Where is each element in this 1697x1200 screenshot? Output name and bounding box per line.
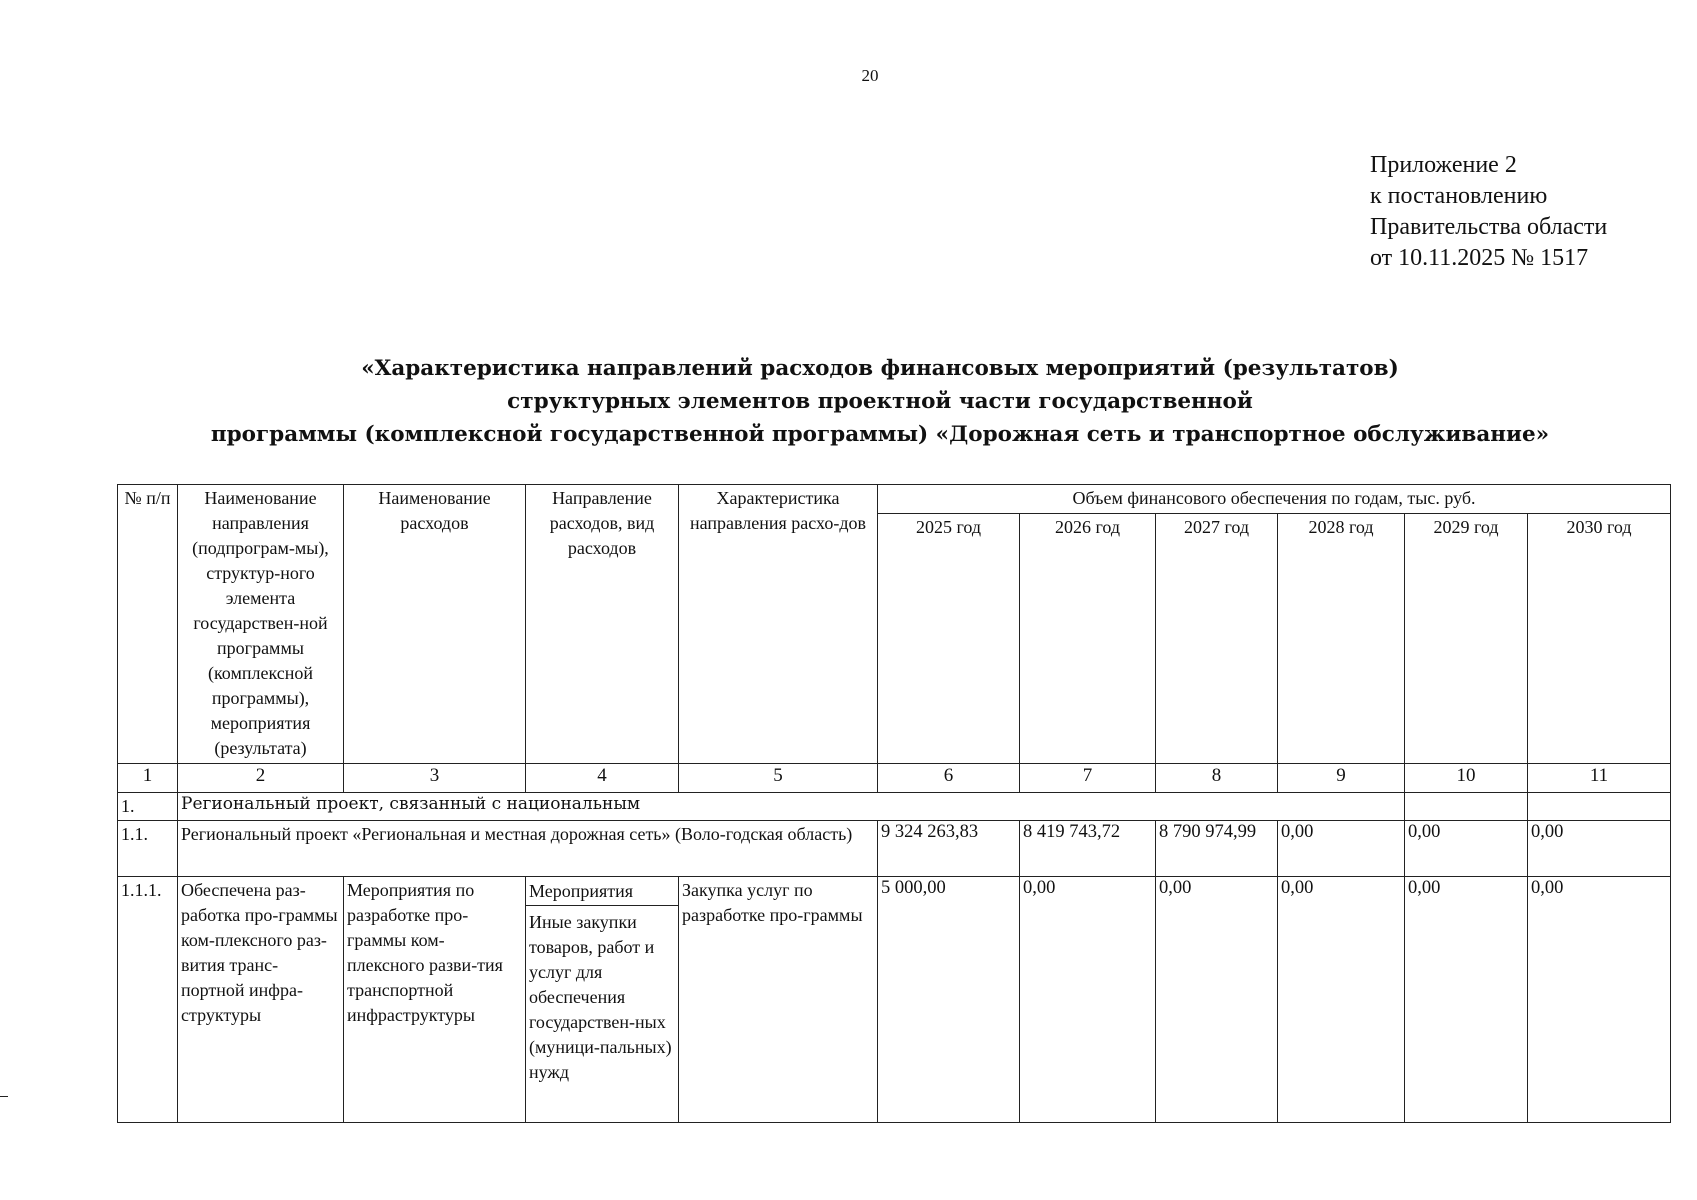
appendix-note (1370, 150, 1607, 274)
value-cell: 0,00 (1156, 877, 1278, 1123)
value-cell: 8 790 974,99 (1156, 821, 1278, 877)
value-cell: 0,00 (1405, 877, 1528, 1123)
value-cell: 0,00 (1278, 877, 1405, 1123)
section-row (118, 793, 1671, 821)
value-cell: 5 000,00 (878, 877, 1020, 1123)
title-line: структурных элементов проектной части государственной (507, 389, 1253, 414)
activity-num: 1.1.1. (118, 877, 178, 1123)
activity-characteristic: Закупка услуг по разработке про-граммы (679, 877, 878, 1123)
column-number: 2 (178, 764, 344, 793)
empty-cell (1528, 793, 1671, 821)
document-title (0, 352, 1697, 451)
column-number: 5 (679, 764, 878, 793)
header-year: 2025 год (878, 514, 1020, 764)
appendix-line: Приложение 2 (1370, 152, 1517, 178)
header-year: 2028 год (1278, 514, 1405, 764)
appendix-line: Правительства области (1370, 214, 1608, 240)
header-row (118, 485, 1671, 514)
column-number: 10 (1405, 764, 1528, 793)
column-number: 11 (1528, 764, 1671, 793)
column-number: 7 (1020, 764, 1156, 793)
header-expense-direction: Направление расходов, вид расходов (526, 485, 679, 764)
activity-direction: Мероприятия (526, 877, 678, 906)
activity-expense-name: Мероприятия по разработке про-граммы ком-плексного разви-тия транспортной инфраструктуры (344, 877, 526, 1123)
margin-mark (0, 1096, 8, 1097)
value-cell: 0,00 (1405, 821, 1528, 877)
value-cell: 0,00 (1528, 877, 1671, 1123)
column-number: 9 (1278, 764, 1405, 793)
project-num: 1.1. (118, 821, 178, 877)
column-number: 1 (118, 764, 178, 793)
section-title: Региональный проект, связанный с национальным (178, 793, 1405, 821)
header-num: № п/п (118, 485, 178, 764)
section-num: 1. (118, 793, 178, 821)
empty-cell (1405, 793, 1528, 821)
activity-expense-type: Иные закупки товаров, работ и услуг для обеспечения государствен-ных (муници-пальных) нужд (529, 912, 672, 1082)
header-funding: Объем финансового обеспечения по годам, тыс. руб. (878, 485, 1671, 514)
header-expense-name: Наименование расходов (344, 485, 526, 764)
header-year: 2027 год (1156, 514, 1278, 764)
expenses-table (117, 484, 1671, 1123)
project-row (118, 821, 1671, 877)
value-cell: 0,00 (1020, 877, 1156, 1123)
column-number: 6 (878, 764, 1020, 793)
activity-result: Обеспечена раз-работка про-граммы ком-плексного раз-вития транс-портной инфра-структуры (178, 877, 344, 1123)
appendix-line: к постановлению (1370, 183, 1548, 209)
appendix-date-line: от 10.11.2025 № 1517 (1370, 245, 1589, 271)
title-line: программы (комплексной государственной программы) «Дорожная сеть и транспортное обслуживание» (210, 422, 1550, 447)
header-direction-name: Наименование направления (подпрограм-мы), структур-ного элемента государствен-ной программы (комплексной программы), мероприятия (результата) (178, 485, 344, 764)
column-numbers-row (118, 764, 1671, 793)
value-cell: 8 419 743,72 (1020, 821, 1156, 877)
header-year: 2026 год (1020, 514, 1156, 764)
value-cell: 0,00 (1528, 821, 1671, 877)
column-number: 4 (526, 764, 679, 793)
header-year: 2029 год (1405, 514, 1528, 764)
value-cell: 0,00 (1278, 821, 1405, 877)
page-number: 20 (861, 66, 879, 85)
activity-direction-cell (526, 877, 679, 1123)
value-cell: 9 324 263,83 (878, 821, 1020, 877)
column-number: 8 (1156, 764, 1278, 793)
title-line: «Характеристика направлений расходов финансовых мероприятий (результатов) (361, 356, 1399, 381)
column-number: 3 (344, 764, 526, 793)
header-year: 2030 год (1528, 514, 1671, 764)
project-name: Региональный проект «Региональная и местная дорожная сеть» (Воло-годская область) (178, 821, 878, 877)
header-characteristic: Характеристика направления расхо-дов (679, 485, 878, 764)
activity-row (118, 877, 1671, 1123)
